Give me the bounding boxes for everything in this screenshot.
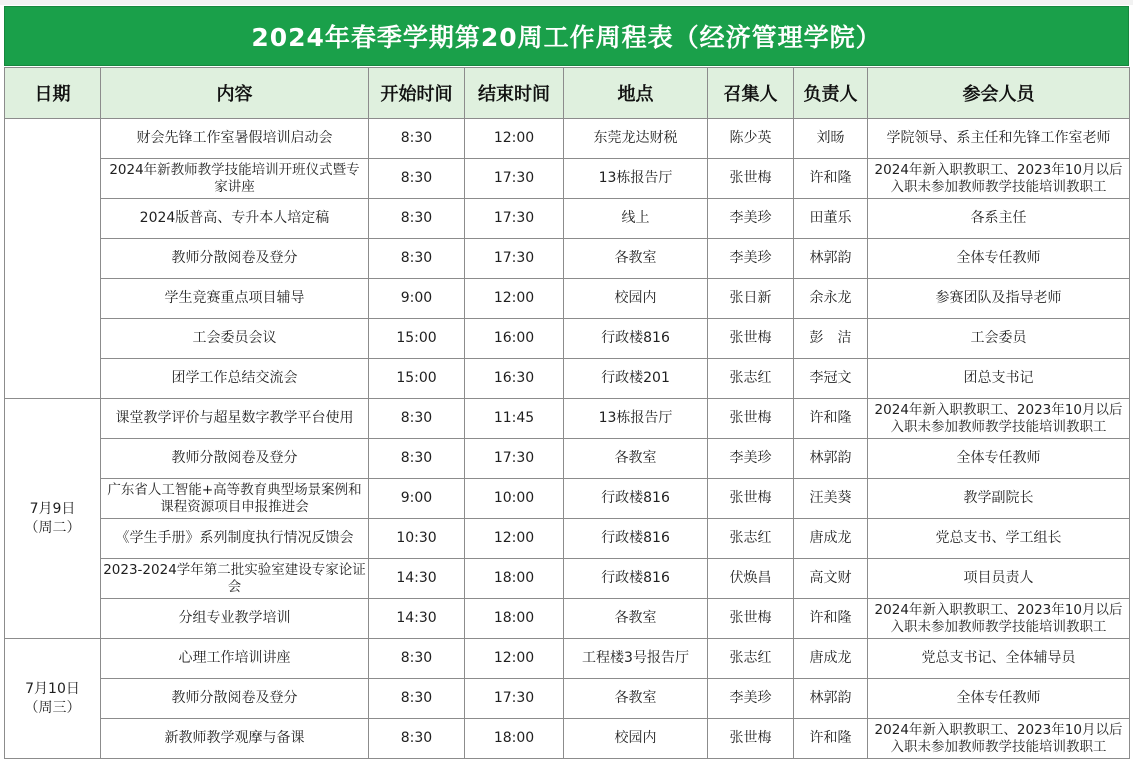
table-row xyxy=(5,239,1130,279)
start-time-cell: 8:30 xyxy=(369,399,465,439)
page-title: 2024年春季学期第20周工作周程表（经济管理学院） xyxy=(4,6,1129,66)
event-content-cell: 工会委员会议 xyxy=(101,319,369,359)
owner-cell: 余永龙 xyxy=(794,279,868,319)
owner-cell: 许和隆 xyxy=(794,159,868,199)
convener-cell: 张世梅 xyxy=(708,159,794,199)
place-cell: 行政楼816 xyxy=(564,319,708,359)
convener-cell: 陈少英 xyxy=(708,119,794,159)
place-cell: 行政楼816 xyxy=(564,559,708,599)
place-cell: 东莞龙达财税 xyxy=(564,119,708,159)
header-row xyxy=(5,68,1130,119)
table-row xyxy=(5,159,1130,199)
convener-cell: 李美珍 xyxy=(708,239,794,279)
convener-cell: 张志红 xyxy=(708,359,794,399)
convener-cell: 张世梅 xyxy=(708,719,794,759)
table-row xyxy=(5,199,1130,239)
event-content-cell: 教师分散阅卷及登分 xyxy=(101,439,369,479)
attendees-cell: 全体专任教师 xyxy=(868,679,1130,719)
owner-cell: 田董乐 xyxy=(794,199,868,239)
event-content-cell: 教师分散阅卷及登分 xyxy=(101,239,369,279)
owner-cell: 高文财 xyxy=(794,559,868,599)
place-cell: 各教室 xyxy=(564,599,708,639)
end-time-cell: 17:30 xyxy=(465,159,564,199)
end-time-cell: 10:00 xyxy=(465,479,564,519)
schedule-table xyxy=(4,67,1130,759)
attendees-cell: 2024年新入职教职工、2023年10月以后入职未参加教师教学技能培训教职工 xyxy=(868,399,1130,439)
date-cell xyxy=(5,399,101,639)
event-content-cell: 新教师教学观摩与备课 xyxy=(101,719,369,759)
end-time-cell: 12:00 xyxy=(465,639,564,679)
attendees-cell: 参赛团队及指导老师 xyxy=(868,279,1130,319)
table-row xyxy=(5,559,1130,599)
place-cell: 校园内 xyxy=(564,279,708,319)
header-date: 日期 xyxy=(5,68,101,119)
attendees-cell: 团总支书记 xyxy=(868,359,1130,399)
table-row xyxy=(5,519,1130,559)
end-time-cell: 18:00 xyxy=(465,599,564,639)
end-time-cell: 16:30 xyxy=(465,359,564,399)
header-content: 内容 xyxy=(101,68,369,119)
attendees-cell: 各系主任 xyxy=(868,199,1130,239)
table-row xyxy=(5,439,1130,479)
owner-cell: 许和隆 xyxy=(794,399,868,439)
owner-cell: 林郭韵 xyxy=(794,439,868,479)
attendees-cell: 2024年新入职教职工、2023年10月以后入职未参加教师教学技能培训教职工 xyxy=(868,599,1130,639)
attendees-cell: 党总支书记、全体辅导员 xyxy=(868,639,1130,679)
header-convener: 召集人 xyxy=(708,68,794,119)
header-owner: 负责人 xyxy=(794,68,868,119)
owner-cell: 彭 洁 xyxy=(794,319,868,359)
end-time-cell: 17:30 xyxy=(465,199,564,239)
table-row xyxy=(5,119,1130,159)
table-row xyxy=(5,719,1130,759)
event-content-cell: 财会先锋工作室暑假培训启动会 xyxy=(101,119,369,159)
event-content-cell: 学生竞赛重点项目辅导 xyxy=(101,279,369,319)
header-start-time: 开始时间 xyxy=(369,68,465,119)
start-time-cell: 8:30 xyxy=(369,639,465,679)
place-cell: 13栋报告厅 xyxy=(564,159,708,199)
end-time-cell: 12:00 xyxy=(465,279,564,319)
convener-cell: 张世梅 xyxy=(708,479,794,519)
start-time-cell: 9:00 xyxy=(369,479,465,519)
place-cell: 各教室 xyxy=(564,239,708,279)
event-content-cell: 分组专业教学培训 xyxy=(101,599,369,639)
place-cell: 线上 xyxy=(564,199,708,239)
end-time-cell: 18:00 xyxy=(465,719,564,759)
event-content-cell: 教师分散阅卷及登分 xyxy=(101,679,369,719)
attendees-cell: 全体专任教师 xyxy=(868,239,1130,279)
table-row xyxy=(5,679,1130,719)
owner-cell: 林郭韵 xyxy=(794,679,868,719)
event-content-cell: 2024版普高、专升本人培定稿 xyxy=(101,199,369,239)
attendees-cell: 2024年新入职教职工、2023年10月以后入职未参加教师教学技能培训教职工 xyxy=(868,159,1130,199)
table-row xyxy=(5,599,1130,639)
event-content-cell: 2024年新教师教学技能培训开班仪式暨专家讲座 xyxy=(101,159,369,199)
table-row xyxy=(5,479,1130,519)
attendees-cell: 项目员责人 xyxy=(868,559,1130,599)
header-end-time: 结束时间 xyxy=(465,68,564,119)
start-time-cell: 10:30 xyxy=(369,519,465,559)
date-cell xyxy=(5,119,101,399)
header-attendees: 参会人员 xyxy=(868,68,1130,119)
start-time-cell: 8:30 xyxy=(369,239,465,279)
attendees-cell: 工会委员 xyxy=(868,319,1130,359)
start-time-cell: 14:30 xyxy=(369,599,465,639)
attendees-cell: 学院领导、系主任和先锋工作室老师 xyxy=(868,119,1130,159)
start-time-cell: 8:30 xyxy=(369,679,465,719)
event-content-cell: 心理工作培训讲座 xyxy=(101,639,369,679)
convener-cell: 张日新 xyxy=(708,279,794,319)
weekday-label: （周三） xyxy=(24,699,81,716)
attendees-cell: 教学副院长 xyxy=(868,479,1130,519)
start-time-cell: 15:00 xyxy=(369,319,465,359)
place-cell: 校园内 xyxy=(564,719,708,759)
weekday-label: （周二） xyxy=(24,519,81,536)
end-time-cell: 17:30 xyxy=(465,239,564,279)
attendees-cell: 党总支书、学工组长 xyxy=(868,519,1130,559)
start-time-cell: 8:30 xyxy=(369,159,465,199)
attendees-cell: 2024年新入职教职工、2023年10月以后入职未参加教师教学技能培训教职工 xyxy=(868,719,1130,759)
event-content-cell: 课堂教学评价与超星数字教学平台使用 xyxy=(101,399,369,439)
sheet-top-edge xyxy=(0,0,1133,5)
place-cell: 行政楼816 xyxy=(564,519,708,559)
convener-cell: 张志红 xyxy=(708,639,794,679)
event-content-cell: 2023-2024学年第二批实验室建设专家论证会 xyxy=(101,559,369,599)
owner-cell: 刘旸 xyxy=(794,119,868,159)
start-time-cell: 8:30 xyxy=(369,119,465,159)
convener-cell: 张志红 xyxy=(708,519,794,559)
start-time-cell: 9:00 xyxy=(369,279,465,319)
place-cell: 各教室 xyxy=(564,679,708,719)
owner-cell: 许和隆 xyxy=(794,719,868,759)
date-label: 7月9日 xyxy=(29,500,76,517)
date-cell xyxy=(5,639,101,759)
end-time-cell: 16:00 xyxy=(465,319,564,359)
place-cell: 各教室 xyxy=(564,439,708,479)
start-time-cell: 8:30 xyxy=(369,199,465,239)
start-time-cell: 15:00 xyxy=(369,359,465,399)
table-row xyxy=(5,639,1130,679)
convener-cell: 张世梅 xyxy=(708,399,794,439)
end-time-cell: 17:30 xyxy=(465,679,564,719)
owner-cell: 许和隆 xyxy=(794,599,868,639)
end-time-cell: 18:00 xyxy=(465,559,564,599)
place-cell: 工程楼3号报告厅 xyxy=(564,639,708,679)
event-content-cell: 团学工作总结交流会 xyxy=(101,359,369,399)
date-label: 7月10日 xyxy=(25,680,80,697)
owner-cell: 李冠文 xyxy=(794,359,868,399)
start-time-cell: 14:30 xyxy=(369,559,465,599)
convener-cell: 李美珍 xyxy=(708,439,794,479)
owner-cell: 唐成龙 xyxy=(794,519,868,559)
convener-cell: 伏焕昌 xyxy=(708,559,794,599)
owner-cell: 唐成龙 xyxy=(794,639,868,679)
end-time-cell: 17:30 xyxy=(465,439,564,479)
table-row xyxy=(5,399,1130,439)
table-row xyxy=(5,359,1130,399)
table-row xyxy=(5,319,1130,359)
convener-cell: 李美珍 xyxy=(708,199,794,239)
convener-cell: 李美珍 xyxy=(708,679,794,719)
owner-cell: 林郭韵 xyxy=(794,239,868,279)
place-cell: 13栋报告厅 xyxy=(564,399,708,439)
end-time-cell: 12:00 xyxy=(465,119,564,159)
header-place: 地点 xyxy=(564,68,708,119)
end-time-cell: 12:00 xyxy=(465,519,564,559)
place-cell: 行政楼201 xyxy=(564,359,708,399)
table-row xyxy=(5,279,1130,319)
attendees-cell: 全体专任教师 xyxy=(868,439,1130,479)
start-time-cell: 8:30 xyxy=(369,439,465,479)
convener-cell: 张世梅 xyxy=(708,319,794,359)
event-content-cell: 广东省人工智能+高等教育典型场景案例和课程资源项目申报推进会 xyxy=(101,479,369,519)
start-time-cell: 8:30 xyxy=(369,719,465,759)
event-content-cell: 《学生手册》系列制度执行情况反馈会 xyxy=(101,519,369,559)
end-time-cell: 11:45 xyxy=(465,399,564,439)
convener-cell: 张世梅 xyxy=(708,599,794,639)
schedule-body xyxy=(5,119,1130,759)
place-cell: 行政楼816 xyxy=(564,479,708,519)
owner-cell: 汪美葵 xyxy=(794,479,868,519)
